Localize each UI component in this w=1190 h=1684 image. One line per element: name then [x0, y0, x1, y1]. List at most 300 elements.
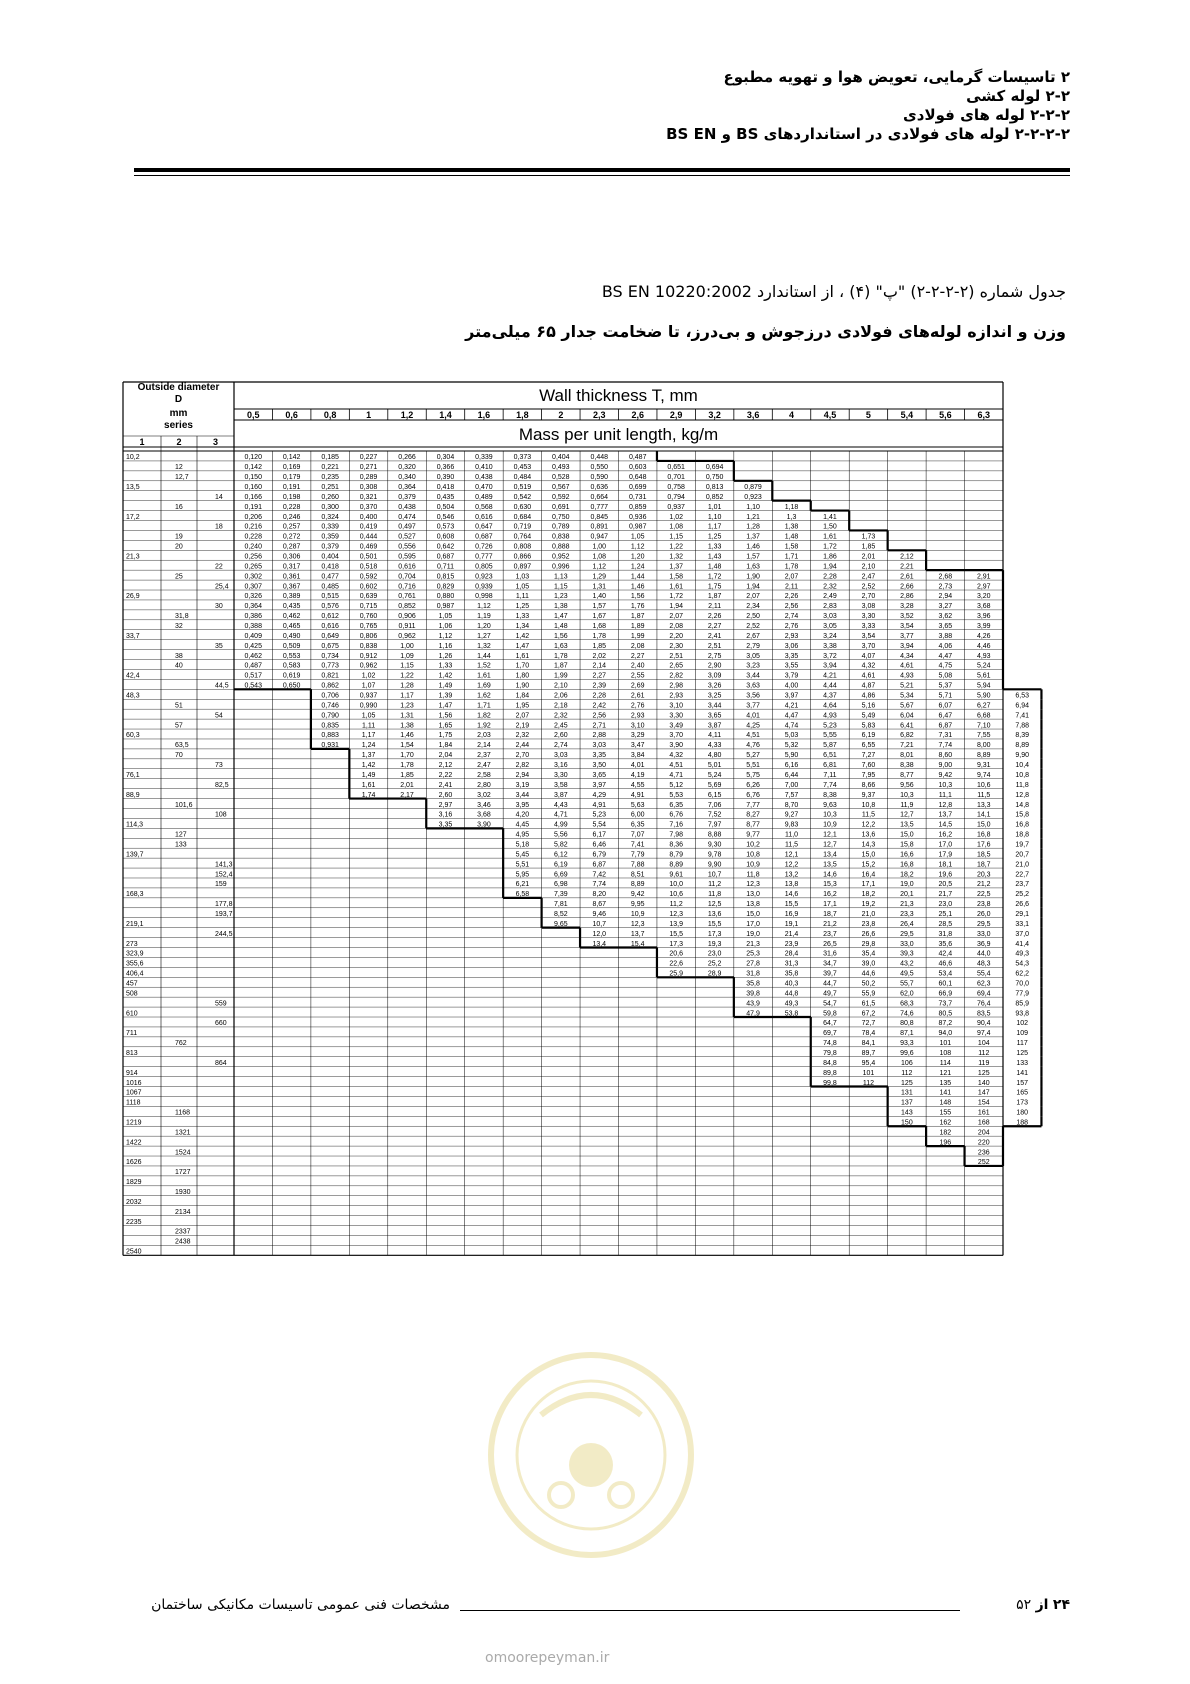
- mass-value: 0,937: [667, 503, 685, 511]
- mass-value: 1,90: [746, 573, 760, 581]
- thickness-label: 1: [366, 410, 372, 420]
- mass-value: 1,44: [630, 573, 645, 581]
- mass-value: 2,60: [438, 791, 453, 799]
- mass-value: 5,90: [784, 752, 799, 760]
- mass-value: 4,01: [630, 762, 645, 770]
- mass-value: 6,41: [900, 722, 914, 730]
- mass-value: 5,71: [938, 692, 953, 700]
- mass-value: 1,32: [669, 553, 683, 561]
- mass-value: 25,2: [707, 960, 722, 968]
- mass-value: 4,21: [823, 672, 837, 680]
- mass-value: 1,94: [746, 583, 760, 591]
- mass-value: 8,77: [746, 821, 760, 829]
- mass-value: 102: [1016, 1020, 1029, 1028]
- mass-value: 33,1: [1015, 920, 1030, 928]
- mass-value: 0,675: [321, 642, 339, 650]
- mass-value: 16,2: [938, 831, 953, 839]
- mass-value: 78,4: [861, 1030, 876, 1038]
- mass-value: 0,517: [244, 672, 262, 680]
- mass-value: 0,897: [513, 563, 532, 571]
- mass-value: 1,74: [361, 791, 376, 799]
- mass-value: 3,08: [861, 603, 876, 611]
- mass-value: 8,27: [746, 811, 760, 819]
- mass-value: 0,221: [321, 464, 339, 472]
- mass-value: 2,07: [746, 593, 760, 601]
- mass-value: 12,7: [823, 841, 837, 849]
- mass-value: 4,45: [515, 821, 530, 829]
- mass-value: 21,4: [784, 930, 799, 938]
- mass-value: 4,80: [707, 752, 722, 760]
- mass-value: 3,38: [823, 642, 837, 650]
- mass-value: 2,93: [669, 692, 683, 700]
- mass-value: 2,20: [669, 632, 683, 640]
- od-series-3: 177,8: [215, 901, 233, 909]
- mass-value: 9,27: [784, 811, 799, 819]
- mass-value: 18,7: [976, 861, 991, 869]
- od-series-1: 168,3: [126, 891, 144, 899]
- mass-value: 5,69: [707, 781, 722, 789]
- mass-value: 0,719: [513, 523, 532, 531]
- mass-value: 17,6: [976, 841, 991, 849]
- mass-value: 28,4: [784, 950, 799, 958]
- mass-value: 0,888: [552, 543, 570, 551]
- mass-value: 39,8: [746, 990, 760, 998]
- mass-value: 25,9: [669, 970, 683, 978]
- mass-value: 0,465: [282, 623, 301, 631]
- mass-value: 141: [939, 1089, 952, 1097]
- mass-value: 2,32: [554, 712, 568, 720]
- od-series-2: 762: [175, 1040, 187, 1048]
- od-series-2: 12: [175, 464, 183, 472]
- mass-value: 6,69: [554, 871, 568, 879]
- mass-value: 3,33: [861, 623, 876, 631]
- mass-value: 2,37: [477, 752, 491, 760]
- mass-value: 0,813: [705, 483, 724, 491]
- mass-value: 79,8: [823, 1050, 837, 1057]
- mass-value: 0,528: [552, 474, 570, 482]
- mass-value: 99,8: [823, 1079, 837, 1087]
- mass-value: 3,05: [746, 652, 760, 660]
- mass-value: 1,21: [746, 513, 760, 521]
- mass-value: 2,75: [707, 652, 722, 660]
- mass-value: 2,39: [592, 682, 607, 690]
- mass-value: 3,35: [784, 652, 799, 660]
- od-series-1: 139,7: [126, 851, 144, 859]
- mass-value: 13,5: [823, 861, 837, 869]
- mass-value: 0,307: [244, 583, 262, 591]
- mass-value: 154: [977, 1099, 990, 1107]
- mass-value: 6,44: [784, 771, 799, 779]
- mass-value: 13,8: [746, 901, 760, 909]
- mass-value: 0,302: [244, 573, 262, 581]
- mass-value: 3,23: [746, 662, 760, 670]
- mass-value: 46,6: [938, 960, 953, 968]
- mass-value: 53,4: [938, 970, 953, 978]
- thickness-label: 2: [558, 410, 564, 420]
- mass-value: 0,650: [282, 682, 301, 690]
- mass-value: 0,962: [398, 632, 416, 640]
- mass-value: 0,592: [552, 493, 570, 501]
- mass-value: 2,27: [592, 672, 607, 680]
- od-series-3: 18: [215, 523, 223, 531]
- mass-value: 2,30: [669, 642, 683, 650]
- mass-value: 1,05: [630, 533, 645, 541]
- mass-value: 5,18: [515, 841, 530, 849]
- mass-value: 7,39: [554, 891, 568, 899]
- mass-value: 1,75: [438, 732, 453, 740]
- mass-value: 5,83: [861, 722, 876, 730]
- mass-value: 1,17: [707, 523, 722, 531]
- od-series-2: 1930: [175, 1189, 191, 1197]
- mass-value: 0,883: [321, 732, 339, 740]
- mass-value: 15,4: [630, 940, 645, 948]
- mass-value: 25,2: [1015, 891, 1030, 899]
- od-series-1: 26,9: [126, 593, 140, 601]
- mass-value: 7,98: [669, 831, 683, 839]
- mass-value: 1,13: [554, 573, 568, 581]
- mass-value: 10,8: [861, 801, 876, 809]
- mass-value: 1,08: [669, 523, 683, 531]
- od-header-line: Outside diameter: [137, 382, 220, 393]
- mass-value: 1,58: [784, 543, 799, 551]
- mass-value: 9,95: [630, 901, 645, 909]
- mass-value: 3,30: [669, 712, 683, 720]
- mass-value: 19,2: [861, 901, 876, 909]
- mass-value: 125: [1016, 1050, 1029, 1057]
- mass-value: 8,89: [1015, 742, 1030, 750]
- mass-value: 2,27: [630, 652, 645, 660]
- mass-value: 4,01: [746, 712, 760, 720]
- mass-value: 5,27: [746, 752, 760, 760]
- mass-value: 0,339: [475, 454, 493, 462]
- header-line-4: ۲-۲-۲-۲ لوله های فولادی در استانداردهای BS و BS EN: [666, 125, 1070, 143]
- mass-value: 112: [978, 1050, 990, 1057]
- mass-value: 13,0: [746, 891, 760, 899]
- mass-value: 3,87: [554, 791, 568, 799]
- mass-value: 2,04: [438, 752, 453, 760]
- mass-value: 4,32: [861, 662, 876, 670]
- mass-value: 0,418: [321, 563, 339, 571]
- mass-value: 21,0: [1015, 861, 1030, 869]
- mass-value: 0,852: [398, 603, 416, 611]
- mass-value: 19,0: [746, 930, 760, 938]
- mass-value: 8,20: [592, 891, 607, 899]
- mass-value: 80,8: [900, 1020, 914, 1028]
- mass-value: 0,859: [628, 503, 647, 511]
- mass-value: 9,37: [861, 791, 876, 799]
- mass-value: 2,32: [823, 583, 837, 591]
- mass-value: 3,49: [669, 722, 683, 730]
- page-footer: [150, 1597, 1070, 1621]
- mass-value: 87,1: [900, 1030, 914, 1038]
- mass-value: 60,1: [938, 980, 953, 988]
- mass-value: 1,25: [515, 603, 530, 611]
- mass-value: 59,8: [823, 1010, 837, 1018]
- mass-value: 2,27: [707, 623, 722, 631]
- mass-value: 23,0: [707, 950, 722, 958]
- mass-value: 5,51: [746, 762, 760, 770]
- mass-value: 3,87: [707, 722, 722, 730]
- mass-value: 5,53: [669, 791, 683, 799]
- page-number: [970, 1597, 1070, 1613]
- mass-value: 1,85: [400, 771, 414, 779]
- mass-value: 3,09: [707, 672, 722, 680]
- mass-value: 2,74: [784, 613, 799, 621]
- mass-value: 3,24: [823, 632, 837, 640]
- mass-value: 3,19: [515, 781, 530, 789]
- page-of: از: [1035, 1597, 1049, 1613]
- mass-value: 0,923: [475, 573, 493, 581]
- thickness-label: 0,8: [323, 410, 337, 420]
- mass-value: 2,60: [554, 732, 568, 740]
- mass-value: 17,0: [746, 920, 760, 928]
- mass-value: 2,08: [630, 642, 645, 650]
- mass-value: 12,1: [823, 831, 837, 839]
- mass-value: 44,7: [823, 980, 837, 988]
- od-series-2: 1524: [175, 1149, 191, 1157]
- mass-value: 13,6: [861, 831, 876, 839]
- mass-value: 2,69: [630, 682, 645, 690]
- mass-value: 0,760: [359, 613, 378, 621]
- mass-value: 3,54: [861, 632, 876, 640]
- mass-value: 0,542: [513, 493, 532, 501]
- mass-value: 0,289: [359, 474, 378, 482]
- mass-value: 0,649: [321, 632, 339, 640]
- mass-value: 2,71: [592, 722, 607, 730]
- mass-value: 6,04: [900, 712, 914, 720]
- mass-value: 0,845: [590, 513, 609, 521]
- mass-value: 7,11: [823, 771, 837, 779]
- mass-value: 5,08: [938, 672, 953, 680]
- mass-value: 0,340: [398, 474, 416, 482]
- mass-value: 1,33: [438, 662, 453, 670]
- mass-value: 16,8: [1015, 821, 1030, 829]
- mass-value: 196: [939, 1139, 952, 1147]
- mass-value: 0,806: [359, 632, 378, 640]
- mass-value: 44,8: [784, 990, 799, 998]
- od-series-1: 13,5: [126, 483, 140, 491]
- mass-value: 1,75: [707, 583, 722, 591]
- mass-value: 15,8: [1015, 811, 1030, 819]
- thickness-label: 5,4: [900, 410, 914, 420]
- mass-value: 1,72: [669, 593, 683, 601]
- mass-value: 0,608: [436, 533, 455, 541]
- mass-value: 2,12: [900, 553, 914, 561]
- mass-value: 0,862: [321, 682, 339, 690]
- mass-value: 29,1: [1015, 910, 1030, 918]
- mass-value: 6,47: [938, 712, 953, 720]
- mass-value: 117: [1016, 1040, 1028, 1048]
- od-series-3: 141,3: [215, 861, 233, 869]
- od-series-3: 82,5: [215, 781, 229, 789]
- mass-value: 0,777: [590, 503, 609, 511]
- mass-value: 0,246: [282, 513, 301, 521]
- mass-value: 2,70: [861, 593, 876, 601]
- od-series-2: 1727: [175, 1169, 191, 1177]
- mass-value: 1,89: [630, 623, 645, 631]
- mass-value: 3,68: [477, 811, 491, 819]
- mass-value: 43,2: [900, 960, 914, 968]
- mass-value: 29,5: [976, 920, 991, 928]
- mass-value: 20,1: [900, 891, 914, 899]
- mass-value: 0,687: [436, 553, 455, 561]
- mass-value: 0,435: [282, 603, 301, 611]
- mass-value: 7,10: [976, 722, 991, 730]
- mass-value: 23,3: [900, 910, 914, 918]
- mass-value: 147: [977, 1089, 990, 1097]
- mass-value: 1,46: [746, 543, 760, 551]
- mass-value: 8,51: [630, 871, 645, 879]
- mass-value: 0,266: [398, 454, 416, 462]
- mass-value: 7,81: [554, 901, 568, 909]
- mass-value: 2,86: [900, 593, 914, 601]
- od-series-2: 1321: [175, 1129, 191, 1137]
- mass-value: 55,7: [900, 980, 914, 988]
- mass-value: 12,5: [707, 901, 722, 909]
- mass-value: 1,46: [400, 732, 414, 740]
- mass-value: 6,17: [592, 831, 607, 839]
- mass-value: 1,02: [669, 513, 683, 521]
- mass-value: 1,49: [438, 682, 453, 690]
- mass-value: 0,191: [282, 483, 301, 491]
- mass-value: 3,65: [938, 623, 953, 631]
- mass-value: 2,02: [592, 652, 607, 660]
- mass-value: 1,57: [592, 603, 607, 611]
- mass-value: 133: [1016, 1059, 1029, 1067]
- mass-value: 7,00: [784, 781, 799, 789]
- mass-value: 1,42: [515, 632, 530, 640]
- mass-value: 1,70: [515, 662, 530, 670]
- mass-value: 28,5: [938, 920, 953, 928]
- mass-value: 9,74: [976, 771, 991, 779]
- mass-value: 12,8: [1015, 791, 1030, 799]
- mass-value: 2,98: [669, 682, 683, 690]
- mass-value: 1,20: [477, 623, 491, 631]
- mass-value: 1,11: [362, 722, 376, 730]
- mass-value: 0,370: [359, 503, 378, 511]
- mass-value: 1,72: [823, 543, 837, 551]
- mass-value: 0,326: [244, 593, 262, 601]
- mass-value: 1,84: [515, 692, 530, 700]
- mass-value: 0,777: [475, 553, 493, 561]
- mass-value: 3,70: [861, 642, 876, 650]
- od-series-1: 21,3: [126, 553, 140, 561]
- od-series-3: 30: [215, 603, 223, 611]
- mass-value: 0,790: [321, 712, 339, 720]
- mass-value: 5,24: [707, 771, 722, 779]
- mass-value: 1,37: [361, 752, 376, 760]
- mass-value: 43,9: [746, 1000, 760, 1008]
- mass-value: 0,838: [552, 533, 570, 541]
- mass-value: 0,750: [705, 474, 724, 482]
- mass-value: 11,5: [977, 791, 991, 799]
- mass-value: 17,9: [938, 851, 953, 859]
- mass-value: 0,497: [398, 523, 416, 531]
- mass-value: 41,4: [1015, 940, 1030, 948]
- mass-value: 89,7: [861, 1050, 876, 1057]
- mass-value: 7,41: [630, 841, 645, 849]
- series-label: 1: [139, 437, 145, 447]
- mass-value: 0,367: [282, 583, 301, 591]
- mass-value: 23,0: [938, 901, 953, 909]
- mass-value: 15,5: [669, 930, 683, 938]
- mass-value: 54,3: [1015, 960, 1030, 968]
- mass-value: 109: [1016, 1030, 1029, 1038]
- mass-value: 10,6: [976, 781, 991, 789]
- series-label: 2: [176, 437, 182, 447]
- thickness-label: 4: [789, 410, 795, 420]
- mass-value: 2,08: [669, 623, 683, 631]
- thickness-label: 3,2: [708, 410, 721, 420]
- mass-value: 8,88: [707, 831, 722, 839]
- mass-value: 1,31: [400, 712, 414, 720]
- mass-value: 21,2: [823, 920, 837, 928]
- mass-value: 2,11: [708, 603, 722, 611]
- mass-value: 0,704: [398, 573, 416, 581]
- mass-value: 0,590: [590, 474, 609, 482]
- mass-value: 5,37: [938, 682, 953, 690]
- mass-value: 1,65: [438, 722, 453, 730]
- mass-value: 0,515: [321, 593, 339, 601]
- mass-value: 5,03: [784, 732, 799, 740]
- mass-value: 11,8: [708, 891, 722, 899]
- mass-value: 31,6: [823, 950, 837, 958]
- mass-value: 6,79: [592, 851, 607, 859]
- mass-value: 5,61: [976, 672, 991, 680]
- mass-value: 1,07: [361, 682, 376, 690]
- mass-value: 35,6: [938, 940, 953, 948]
- od-series-1: 610: [126, 1010, 138, 1018]
- mass-value: 20,6: [669, 950, 683, 958]
- mass-value: 7,74: [823, 781, 837, 789]
- mass-value: 0,150: [244, 474, 262, 482]
- mass-value: 3,65: [592, 771, 607, 779]
- mass-value: 35,8: [784, 970, 799, 978]
- mass-value: 28,9: [707, 970, 722, 978]
- mass-value: 21,2: [976, 881, 991, 889]
- mass-value: 0,711: [436, 563, 454, 571]
- thickness-label: 1,2: [400, 410, 414, 420]
- mass-value: 180: [1016, 1109, 1029, 1117]
- mass-value: 7,57: [784, 791, 799, 799]
- od-series-2: 2337: [175, 1228, 191, 1236]
- od-series-2: 19: [175, 533, 183, 541]
- mass-value: 4,74: [784, 722, 799, 730]
- od-series-3: 244,5: [215, 930, 233, 938]
- mass-value: 1,27: [477, 632, 491, 640]
- mass-value: 5,63: [630, 801, 645, 809]
- mass-value: 5,87: [823, 742, 837, 750]
- mass-value: 1,00: [400, 642, 414, 650]
- mass-value: 31,3: [784, 960, 799, 968]
- mass-value: 17,3: [707, 930, 722, 938]
- mass-value: 85,9: [1015, 1000, 1030, 1008]
- mass-value: 101: [939, 1040, 952, 1048]
- mass-value: 15,8: [900, 841, 914, 849]
- mass-value: 0,595: [398, 553, 416, 561]
- mass-value: 4,46: [976, 642, 991, 650]
- mass-value: 10,9: [746, 861, 760, 869]
- mass-value: 0,166: [244, 493, 262, 501]
- mass-value: 0,435: [436, 493, 455, 501]
- mass-value: 6,35: [630, 821, 645, 829]
- mass-value: 19,1: [784, 920, 799, 928]
- mass-value: 4,26: [976, 632, 991, 640]
- od-series-2: 31,8: [175, 613, 189, 621]
- mass-value: 0,444: [359, 533, 378, 541]
- mass-value: 0,764: [513, 533, 532, 541]
- mass-value: 2,22: [438, 771, 453, 779]
